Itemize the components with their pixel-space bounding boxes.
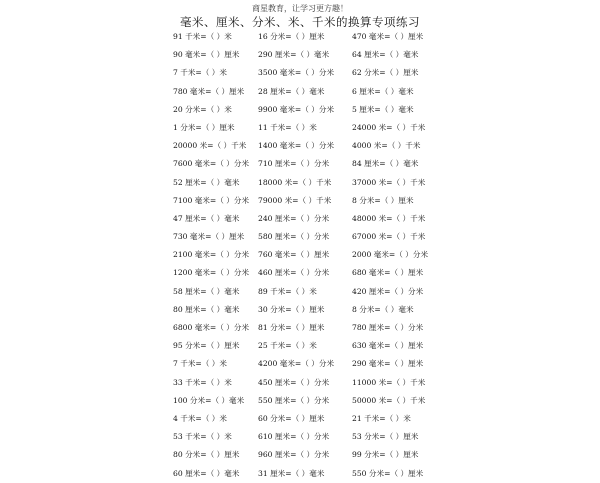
exercise-item: 290 毫米=（ ）厘米: [352, 359, 424, 369]
exercise-item: 4200 毫米=（ ）分米: [258, 359, 335, 369]
exercise-item: 60 厘米=（ ）毫米: [173, 468, 240, 478]
exercise-item: 730 毫米=（ ）厘米: [173, 232, 245, 242]
exercise-item: 5 厘米=（ ）毫米: [352, 104, 414, 114]
exercise-item: 64 厘米=（ ）毫米: [352, 50, 419, 60]
exercise-item: 84 厘米=（ ）毫米: [352, 159, 419, 169]
exercise-item: 240 厘米=（ ）分米: [258, 213, 330, 223]
exercise-item: 7 千米=（ ）米: [173, 359, 227, 369]
exercise-item: 460 厘米=（ ）分米: [258, 268, 330, 278]
exercise-item: 21 千米=（ ）米: [352, 413, 411, 423]
exercise-item: 24000 米=（ ）千米: [352, 122, 426, 132]
exercise-item: 550 厘米=（ ）分米: [258, 395, 330, 405]
exercise-item: 2100 毫米=（ ）分米: [173, 250, 250, 260]
exercise-item: 3500 毫米=（ ）分米: [258, 68, 335, 78]
exercise-item: 7100 毫米=（ ）分米: [173, 195, 250, 205]
exercise-item: 4000 米=（ ）千米: [352, 141, 421, 151]
exercise-item: 780 毫米=（ ）厘米: [173, 86, 245, 96]
exercise-item: 81 分米=（ ）厘米: [258, 323, 325, 332]
worksheet-title: 毫米、厘米、分米、米、千米的换算专项练习: [180, 15, 420, 29]
exercise-item: 80 分米=（ ）厘米: [173, 450, 240, 460]
exercise-columns: [0, 28, 600, 478]
exercise-item: 1200 毫米=（ ）分米: [173, 268, 250, 278]
exercise-item: 7 千米=（ ）米: [173, 68, 227, 78]
exercise-item: 53 分米=（ ）厘米: [352, 432, 419, 442]
exercise-item: 33 千米=（ ）米: [173, 377, 232, 387]
exercise-item: 48000 米=（ ）千米: [352, 213, 426, 223]
exercise-item: 760 毫米=（ ）厘米: [258, 250, 330, 260]
exercise-item: 1400 毫米=（ ）分米: [258, 141, 335, 151]
exercise-item: 25 千米=（ ）米: [258, 341, 317, 351]
exercise-item: 99 分米=（ ）厘米: [352, 450, 419, 460]
exercise-item: 610 厘米=（ ）分米: [258, 432, 330, 442]
exercise-item: 89 千米=（ ）米: [258, 286, 317, 296]
exercise-item: 420 厘米=（ ）分米: [352, 286, 424, 296]
exercise-column-3: [352, 28, 492, 483]
exercise-item: 9900 毫米=（ ）分米: [258, 104, 335, 114]
exercise-item: 16 分米=（ ）厘米: [258, 32, 325, 41]
exercise-item: 37000 米=（ ）千米: [352, 177, 426, 187]
exercise-item: 470 毫米=（ ）厘米: [352, 32, 424, 41]
exercise-item: 7600 毫米=（ ）分米: [173, 159, 250, 169]
exercise-item: 11 千米=（ ）米: [258, 122, 317, 132]
exercise-item: 30 分米=（ ）厘米: [258, 304, 325, 314]
exercise-item: 80 厘米=（ ）毫米: [173, 304, 240, 314]
exercise-item: 28 厘米=（ ）毫米: [258, 86, 325, 96]
exercise-item: 95 分米=（ ）厘米: [173, 341, 240, 351]
exercise-item: 8 分米=（ ）毫米: [352, 304, 414, 314]
exercise-item: 58 厘米=（ ）毫米: [173, 286, 240, 296]
exercise-item: 2000 毫米=（ ）分米: [352, 250, 429, 260]
exercise-item: 4 千米=（ ）米: [173, 413, 227, 423]
exercise-item: 710 厘米=（ ）分米: [258, 159, 330, 169]
exercise-item: 1 分米=（ ）厘米: [173, 122, 235, 132]
header-note: 商星教育，让学习更方趣！: [252, 4, 348, 13]
exercise-item: 550 分米=（ ）厘米: [352, 468, 424, 478]
exercise-item: 20 分米=（ ）米: [173, 104, 232, 114]
exercise-item: 6800 毫米=（ ）分米: [173, 323, 250, 332]
exercise-item: 18000 米=（ ）千米: [258, 177, 332, 187]
exercise-item: 100 分米=（ ）毫米: [173, 395, 245, 405]
exercise-item: 79000 米=（ ）千米: [258, 195, 332, 205]
exercise-item: 290 厘米=（ ）毫米: [258, 50, 330, 60]
exercise-item: 60 分米=（ ）厘米: [258, 413, 325, 423]
exercise-item: 47 厘米=（ ）毫米: [173, 213, 240, 223]
exercise-item: 31 厘米=（ ）毫米: [258, 468, 325, 478]
exercise-item: 8 分米=（ ）厘米: [352, 195, 414, 205]
exercise-item: 67000 米=（ ）千米: [352, 232, 426, 242]
exercise-item: 6 厘米=（ ）毫米: [352, 86, 414, 96]
exercise-item: 90 毫米=（ ）厘米: [173, 50, 240, 60]
exercise-item: 62 分米=（ ）厘米: [352, 68, 419, 78]
exercise-item: 52 厘米=（ ）毫米: [173, 177, 240, 187]
exercise-item: 630 毫米=（ ）厘米: [352, 341, 424, 351]
exercise-item: 780 厘米=（ ）分米: [352, 323, 424, 332]
exercise-item: 680 毫米=（ ）厘米: [352, 268, 424, 278]
exercise-item: 53 千米=（ ）米: [173, 432, 232, 442]
exercise-item: 580 厘米=（ ）分米: [258, 232, 330, 242]
exercise-item: 450 厘米=（ ）分米: [258, 377, 330, 387]
exercise-item: 960 厘米=（ ）分米: [258, 450, 330, 460]
exercise-item: 11000 米=（ ）千米: [352, 377, 426, 387]
exercise-item: 20000 米=（ ）千米: [173, 141, 247, 151]
exercise-item: 91 千米=（ ）米: [173, 32, 232, 41]
exercise-item: 50000 米=（ ）千米: [352, 395, 426, 405]
